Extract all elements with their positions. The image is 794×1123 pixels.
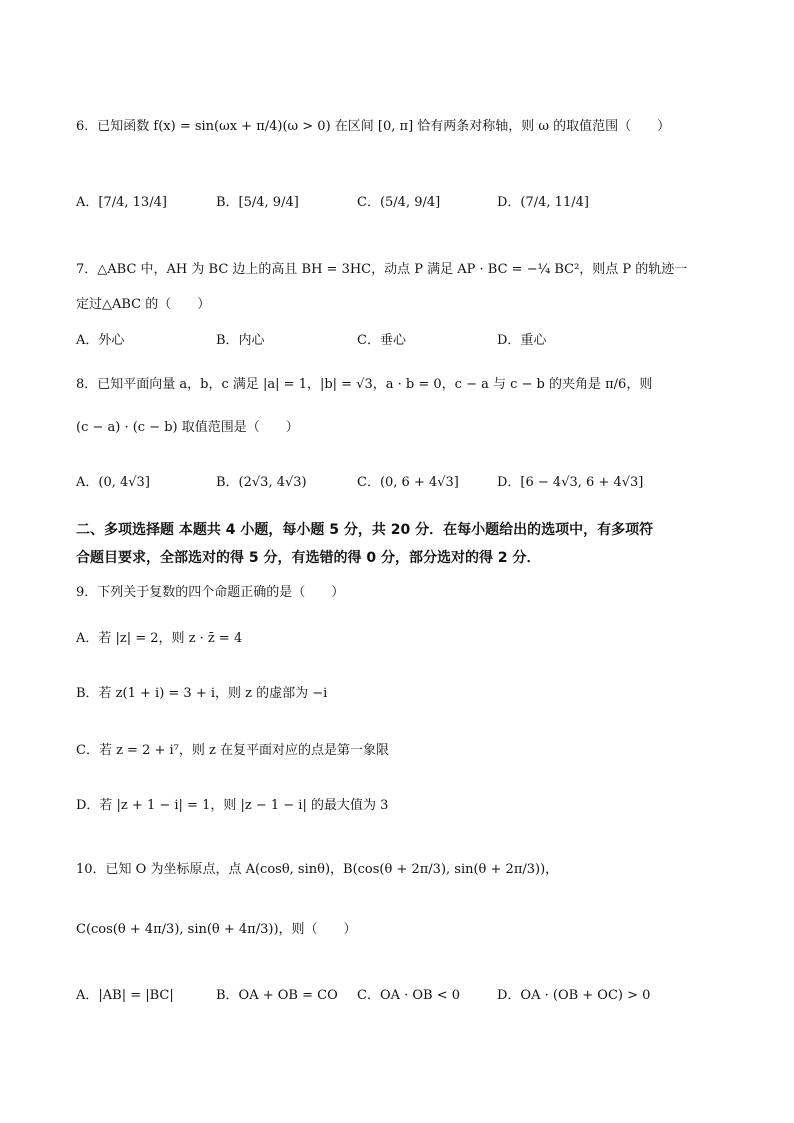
q8-option-c[interactable]: C．(0, 6 + 4√3] — [357, 475, 459, 490]
q6-option-d[interactable]: D．(7/4, 11/4] — [497, 195, 589, 210]
q9-option-c[interactable]: C．若 z = 2 + i⁷，则 z 在复平面对应的点是第一象限 — [76, 743, 389, 758]
section2-line1: 二、多项选择题 本题共 4 小题，每小题 5 分，共 20 分．在每小题给出的选项中，有多项符 — [76, 522, 654, 538]
q10-option-d[interactable]: D．OA · (OB + OC) > 0 — [497, 988, 651, 1003]
q9-option-b[interactable]: B．若 z(1 + i) = 3 + i，则 z 的虚部为 −i — [76, 686, 328, 701]
q9-option-a[interactable]: A．若 |z| = 2，则 z · z̄ = 4 — [76, 631, 243, 646]
q10-option-b[interactable]: B．OA + OB = CO — [216, 988, 338, 1003]
q8-option-b[interactable]: B．(2√3, 4√3) — [216, 475, 307, 490]
q8-option-a[interactable]: A．(0, 4√3] — [76, 475, 150, 490]
q7-stem-line2: 定过△ABC 的（ ） — [76, 297, 211, 312]
q6-option-b[interactable]: B．[5/4, 9/4] — [216, 195, 299, 210]
q9-stem: 9．下列关于复数的四个命题正确的是（ ） — [76, 585, 345, 600]
q8-stem-line2: (c − a) · (c − b) 取值范围是（ ） — [76, 420, 299, 435]
q7-option-a[interactable]: A．外心 — [76, 333, 125, 348]
q8-option-d[interactable]: D．[6 − 4√3, 6 + 4√3] — [497, 475, 644, 490]
q7-option-c[interactable]: C．垂心 — [357, 333, 406, 348]
q6-option-c[interactable]: C．(5/4, 9/4] — [357, 195, 441, 210]
q10-option-c[interactable]: C．OA · OB < 0 — [357, 988, 461, 1003]
q10-stem-line1: 10．已知 O 为坐标原点，点 A(cosθ, sinθ)，B(cos(θ + 2π/3), sin(θ + 2π/3))， — [76, 862, 559, 877]
q7-option-d[interactable]: D．重心 — [497, 333, 547, 348]
q10-option-a[interactable]: A．|AB| = |BC| — [76, 988, 174, 1003]
q6-stem: 6．已知函数 f(x) = sin(ωx + π/4)(ω > 0) 在区间 [0, π] 恰有两条对称轴，则 ω 的取值范围（ ） — [76, 119, 671, 134]
q6-option-a[interactable]: A．[7/4, 13/4] — [76, 195, 167, 210]
section2-heading — [76, 516, 754, 572]
q10-stem-line2: C(cos(θ + 4π/3), sin(θ + 4π/3))，则（ ） — [76, 922, 357, 937]
q7-stem-line1: 7．△ABC 中，AH 为 BC 边上的高且 BH = 3HC，动点 P 满足 AP · BC = −¼ BC²，则点 P 的轨迹一 — [76, 262, 688, 277]
q8-stem-line1: 8．已知平面向量 a，b，c 满足 |a| = 1，|b| = √3，a · b = 0，c − a 与 c − b 的夹角是 π/6，则 — [76, 377, 653, 392]
q7-option-b[interactable]: B．内心 — [216, 333, 265, 348]
q9-option-d[interactable]: D．若 |z + 1 − i| = 1，则 |z − 1 − i| 的最大值为 3 — [76, 798, 389, 813]
section2-line2: 合题目要求，全部选对的得 5 分，有选错的得 0 分，部分选对的得 2 分． — [76, 550, 541, 566]
